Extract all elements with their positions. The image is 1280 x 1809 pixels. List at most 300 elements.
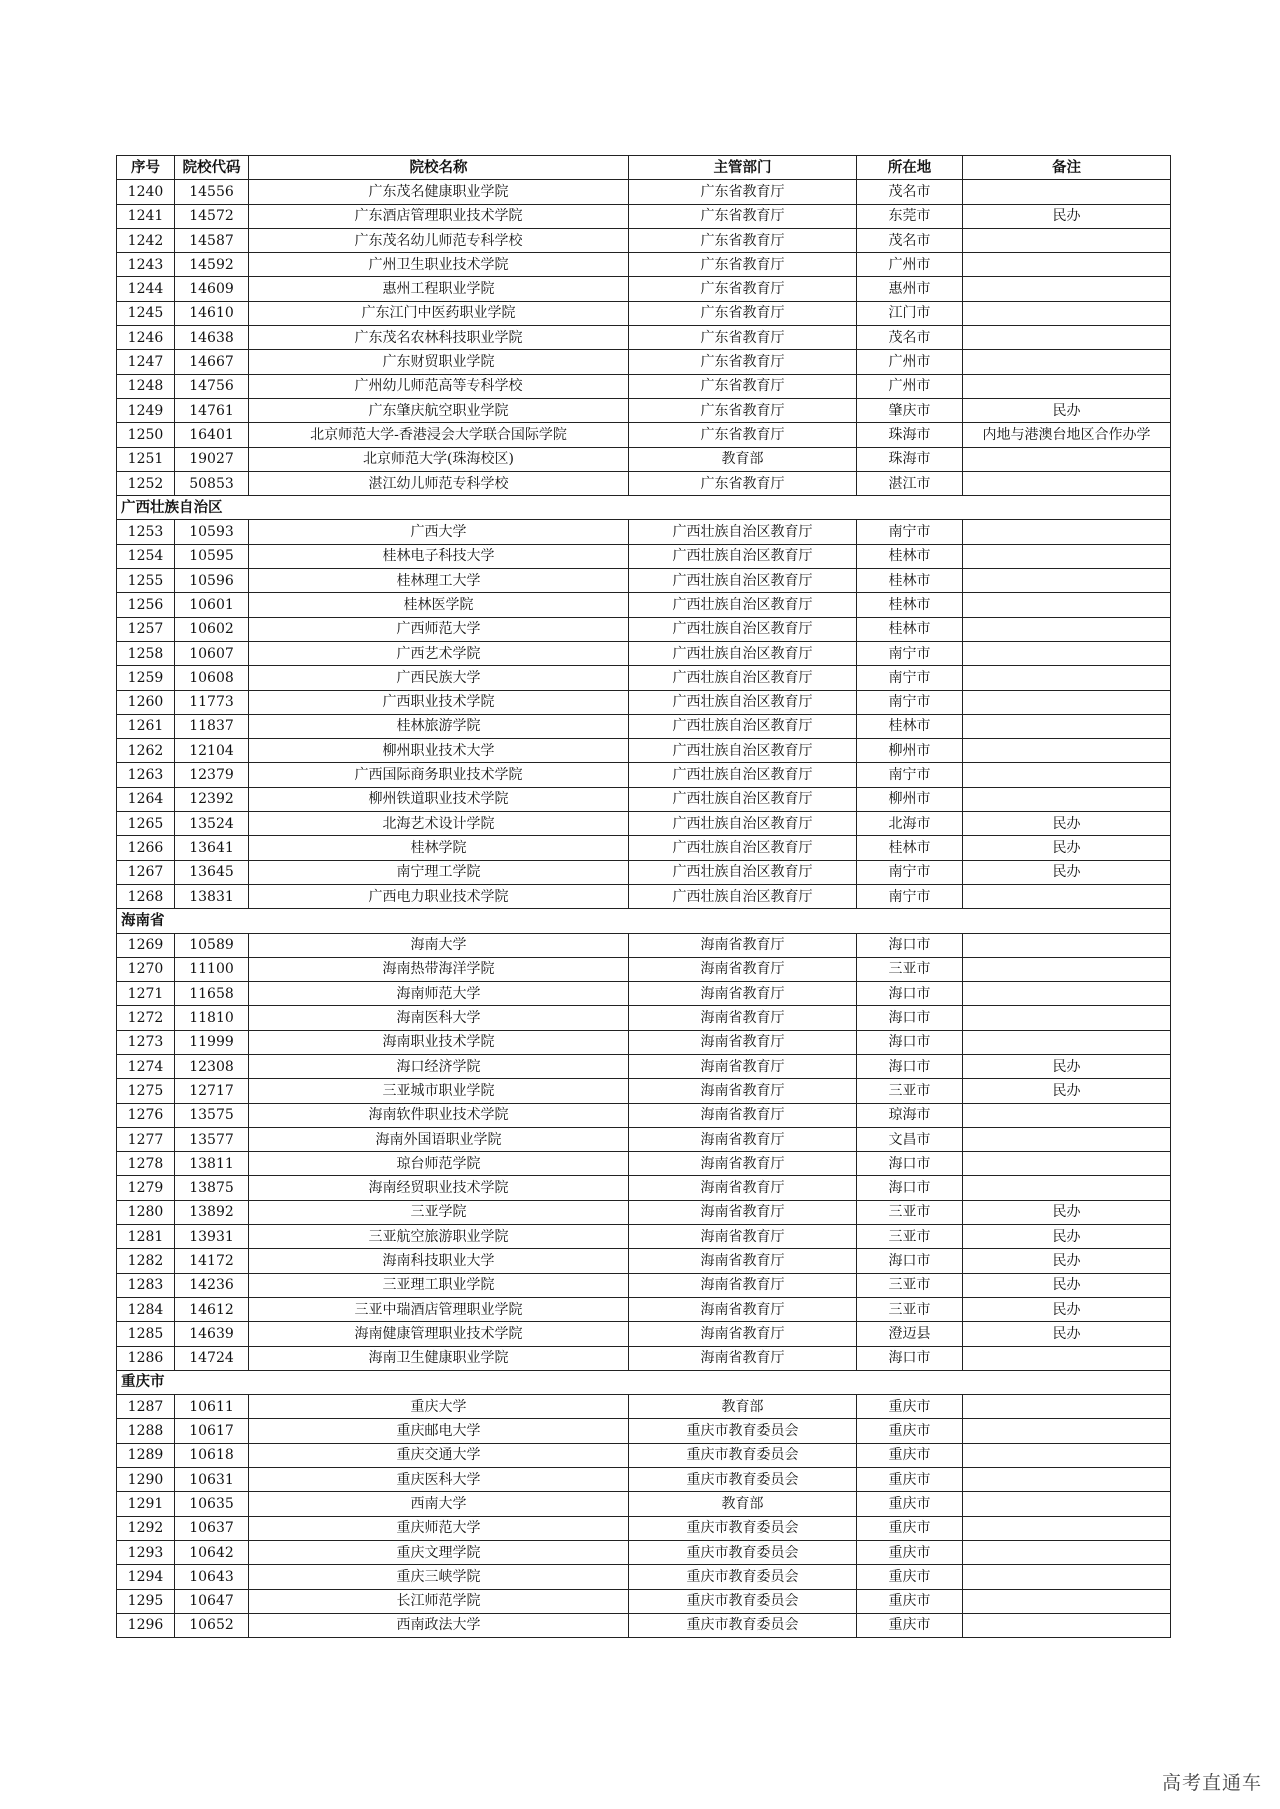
section-label: 重庆市 xyxy=(117,1370,1171,1394)
cell-location: 海口市 xyxy=(857,1054,963,1078)
cell-serial: 1281 xyxy=(117,1225,175,1249)
cell-location: 重庆市 xyxy=(857,1443,963,1467)
cell-serial: 1262 xyxy=(117,739,175,763)
cell-remarks xyxy=(963,1443,1171,1467)
cell-remarks xyxy=(963,1006,1171,1030)
cell-name: 海南职业技术学院 xyxy=(249,1030,629,1054)
cell-remarks: 民办 xyxy=(963,836,1171,860)
cell-location: 南宁市 xyxy=(857,884,963,908)
cell-department: 广东省教育厅 xyxy=(629,253,857,277)
cell-name: 广西民族大学 xyxy=(249,666,629,690)
header-serial: 序号 xyxy=(117,156,175,180)
cell-department: 广西壮族自治区教育厅 xyxy=(629,714,857,738)
cell-code: 14610 xyxy=(175,301,249,325)
cell-location: 海口市 xyxy=(857,933,963,957)
cell-location: 三亚市 xyxy=(857,957,963,981)
cell-code: 10607 xyxy=(175,641,249,665)
table-row xyxy=(117,812,1171,836)
cell-location: 琼海市 xyxy=(857,1103,963,1127)
cell-location: 广州市 xyxy=(857,350,963,374)
cell-serial: 1260 xyxy=(117,690,175,714)
cell-location: 重庆市 xyxy=(857,1468,963,1492)
table-row xyxy=(117,423,1171,447)
header-row xyxy=(117,156,1171,180)
cell-serial: 1252 xyxy=(117,471,175,495)
cell-serial: 1266 xyxy=(117,836,175,860)
cell-code: 13811 xyxy=(175,1152,249,1176)
cell-department: 重庆市教育委员会 xyxy=(629,1443,857,1467)
cell-name: 海口经济学院 xyxy=(249,1054,629,1078)
cell-serial: 1242 xyxy=(117,228,175,252)
cell-department: 重庆市教育委员会 xyxy=(629,1516,857,1540)
cell-department: 重庆市教育委员会 xyxy=(629,1565,857,1589)
table-row xyxy=(117,1540,1171,1564)
cell-serial: 1255 xyxy=(117,569,175,593)
cell-department: 海南省教育厅 xyxy=(629,1249,857,1273)
cell-location: 重庆市 xyxy=(857,1516,963,1540)
cell-remarks xyxy=(963,1030,1171,1054)
cell-name: 广东茂名农林科技职业学院 xyxy=(249,326,629,350)
cell-code: 10617 xyxy=(175,1419,249,1443)
cell-department: 广西壮族自治区教育厅 xyxy=(629,787,857,811)
cell-serial: 1264 xyxy=(117,787,175,811)
cell-name: 广东酒店管理职业技术学院 xyxy=(249,204,629,228)
cell-remarks: 民办 xyxy=(963,860,1171,884)
cell-remarks xyxy=(963,569,1171,593)
table-row xyxy=(117,884,1171,908)
cell-name: 北京师范大学-香港浸会大学联合国际学院 xyxy=(249,423,629,447)
cell-location: 三亚市 xyxy=(857,1200,963,1224)
cell-department: 海南省教育厅 xyxy=(629,1030,857,1054)
table-row xyxy=(117,277,1171,301)
cell-location: 桂林市 xyxy=(857,593,963,617)
cell-code: 10595 xyxy=(175,544,249,568)
cell-location: 南宁市 xyxy=(857,666,963,690)
cell-department: 广东省教育厅 xyxy=(629,301,857,325)
cell-name: 桂林电子科技大学 xyxy=(249,544,629,568)
cell-remarks xyxy=(963,1103,1171,1127)
cell-name: 广西大学 xyxy=(249,520,629,544)
cell-code: 10602 xyxy=(175,617,249,641)
cell-serial: 1269 xyxy=(117,933,175,957)
cell-code: 14724 xyxy=(175,1346,249,1370)
cell-department: 广东省教育厅 xyxy=(629,326,857,350)
cell-remarks xyxy=(963,447,1171,471)
cell-department: 海南省教育厅 xyxy=(629,1103,857,1127)
cell-remarks xyxy=(963,1152,1171,1176)
cell-serial: 1259 xyxy=(117,666,175,690)
header-department: 主管部门 xyxy=(629,156,857,180)
cell-serial: 1240 xyxy=(117,180,175,204)
cell-code: 16401 xyxy=(175,423,249,447)
cell-serial: 1258 xyxy=(117,641,175,665)
cell-name: 重庆文理学院 xyxy=(249,1540,629,1564)
cell-name: 广州幼儿师范高等专科学校 xyxy=(249,374,629,398)
table-row xyxy=(117,471,1171,495)
cell-name: 柳州职业技术大学 xyxy=(249,739,629,763)
cell-name: 南宁理工学院 xyxy=(249,860,629,884)
cell-serial: 1295 xyxy=(117,1589,175,1613)
cell-code: 11658 xyxy=(175,982,249,1006)
cell-serial: 1250 xyxy=(117,423,175,447)
table-row xyxy=(117,1273,1171,1297)
cell-remarks xyxy=(963,1492,1171,1516)
cell-location: 江门市 xyxy=(857,301,963,325)
cell-code: 10596 xyxy=(175,569,249,593)
cell-location: 惠州市 xyxy=(857,277,963,301)
cell-remarks xyxy=(963,1613,1171,1637)
cell-remarks xyxy=(963,1395,1171,1419)
cell-name: 琼台师范学院 xyxy=(249,1152,629,1176)
table-row xyxy=(117,1589,1171,1613)
cell-remarks xyxy=(963,1516,1171,1540)
cell-name: 北京师范大学(珠海校区) xyxy=(249,447,629,471)
cell-serial: 1274 xyxy=(117,1054,175,1078)
header-remarks: 备注 xyxy=(963,156,1171,180)
cell-department: 海南省教育厅 xyxy=(629,1200,857,1224)
cell-name: 湛江幼儿师范专科学校 xyxy=(249,471,629,495)
cell-code: 10589 xyxy=(175,933,249,957)
cell-name: 重庆大学 xyxy=(249,1395,629,1419)
table-row xyxy=(117,1565,1171,1589)
table-row xyxy=(117,1443,1171,1467)
cell-remarks xyxy=(963,1468,1171,1492)
cell-department: 教育部 xyxy=(629,447,857,471)
cell-name: 海南大学 xyxy=(249,933,629,957)
cell-department: 广西壮族自治区教育厅 xyxy=(629,569,857,593)
cell-name: 重庆三峡学院 xyxy=(249,1565,629,1589)
cell-location: 珠海市 xyxy=(857,447,963,471)
cell-location: 三亚市 xyxy=(857,1079,963,1103)
cell-code: 14609 xyxy=(175,277,249,301)
cell-code: 10635 xyxy=(175,1492,249,1516)
cell-code: 10618 xyxy=(175,1443,249,1467)
cell-department: 海南省教育厅 xyxy=(629,1297,857,1321)
cell-location: 南宁市 xyxy=(857,690,963,714)
cell-department: 教育部 xyxy=(629,1395,857,1419)
table-row xyxy=(117,1127,1171,1151)
cell-serial: 1296 xyxy=(117,1613,175,1637)
cell-location: 三亚市 xyxy=(857,1297,963,1321)
cell-name: 海南热带海洋学院 xyxy=(249,957,629,981)
cell-remarks xyxy=(963,763,1171,787)
cell-name: 桂林旅游学院 xyxy=(249,714,629,738)
cell-code: 14236 xyxy=(175,1273,249,1297)
cell-location: 文昌市 xyxy=(857,1127,963,1151)
cell-serial: 1290 xyxy=(117,1468,175,1492)
cell-serial: 1261 xyxy=(117,714,175,738)
cell-location: 重庆市 xyxy=(857,1613,963,1637)
cell-name: 广东江门中医药职业学院 xyxy=(249,301,629,325)
section-row xyxy=(117,909,1171,933)
cell-location: 广州市 xyxy=(857,253,963,277)
section-row xyxy=(117,496,1171,520)
cell-remarks xyxy=(963,1419,1171,1443)
cell-serial: 1256 xyxy=(117,593,175,617)
cell-name: 惠州工程职业学院 xyxy=(249,277,629,301)
cell-department: 广西壮族自治区教育厅 xyxy=(629,884,857,908)
cell-department: 广西壮族自治区教育厅 xyxy=(629,520,857,544)
cell-remarks xyxy=(963,520,1171,544)
cell-location: 三亚市 xyxy=(857,1225,963,1249)
cell-code: 10637 xyxy=(175,1516,249,1540)
cell-department: 广西壮族自治区教育厅 xyxy=(629,763,857,787)
header-code: 院校代码 xyxy=(175,156,249,180)
cell-remarks xyxy=(963,1540,1171,1564)
cell-code: 11100 xyxy=(175,957,249,981)
cell-name: 三亚学院 xyxy=(249,1200,629,1224)
cell-location: 南宁市 xyxy=(857,641,963,665)
cell-serial: 1288 xyxy=(117,1419,175,1443)
cell-name: 海南卫生健康职业学院 xyxy=(249,1346,629,1370)
cell-department: 广西壮族自治区教育厅 xyxy=(629,860,857,884)
header-name: 院校名称 xyxy=(249,156,629,180)
cell-name: 广东茂名健康职业学院 xyxy=(249,180,629,204)
cell-name: 重庆师范大学 xyxy=(249,1516,629,1540)
table-row xyxy=(117,447,1171,471)
cell-remarks xyxy=(963,471,1171,495)
cell-name: 三亚理工职业学院 xyxy=(249,1273,629,1297)
table-row xyxy=(117,253,1171,277)
cell-location: 重庆市 xyxy=(857,1540,963,1564)
cell-remarks xyxy=(963,326,1171,350)
cell-code: 14638 xyxy=(175,326,249,350)
cell-code: 14639 xyxy=(175,1322,249,1346)
table-row xyxy=(117,520,1171,544)
cell-remarks xyxy=(963,690,1171,714)
table-row xyxy=(117,957,1171,981)
cell-department: 广西壮族自治区教育厅 xyxy=(629,593,857,617)
cell-department: 海南省教育厅 xyxy=(629,933,857,957)
cell-code: 11810 xyxy=(175,1006,249,1030)
table-row xyxy=(117,350,1171,374)
cell-name: 海南科技职业大学 xyxy=(249,1249,629,1273)
cell-code: 13645 xyxy=(175,860,249,884)
cell-name: 海南医科大学 xyxy=(249,1006,629,1030)
header-location: 所在地 xyxy=(857,156,963,180)
cell-code: 13892 xyxy=(175,1200,249,1224)
table-row xyxy=(117,1419,1171,1443)
cell-remarks xyxy=(963,253,1171,277)
table-row xyxy=(117,1613,1171,1637)
cell-name: 桂林医学院 xyxy=(249,593,629,617)
cell-serial: 1257 xyxy=(117,617,175,641)
cell-remarks: 民办 xyxy=(963,1297,1171,1321)
cell-department: 广东省教育厅 xyxy=(629,471,857,495)
cell-location: 桂林市 xyxy=(857,836,963,860)
cell-serial: 1273 xyxy=(117,1030,175,1054)
cell-department: 重庆市教育委员会 xyxy=(629,1540,857,1564)
cell-remarks xyxy=(963,350,1171,374)
cell-code: 12717 xyxy=(175,1079,249,1103)
cell-remarks: 民办 xyxy=(963,812,1171,836)
cell-remarks xyxy=(963,957,1171,981)
cell-code: 14556 xyxy=(175,180,249,204)
cell-code: 12379 xyxy=(175,763,249,787)
cell-name: 长江师范学院 xyxy=(249,1589,629,1613)
cell-serial: 1248 xyxy=(117,374,175,398)
table-row xyxy=(117,1225,1171,1249)
cell-serial: 1284 xyxy=(117,1297,175,1321)
cell-code: 11773 xyxy=(175,690,249,714)
cell-department: 海南省教育厅 xyxy=(629,1054,857,1078)
cell-department: 广西壮族自治区教育厅 xyxy=(629,544,857,568)
cell-remarks: 民办 xyxy=(963,1054,1171,1078)
cell-code: 10593 xyxy=(175,520,249,544)
table-row xyxy=(117,544,1171,568)
cell-remarks xyxy=(963,1565,1171,1589)
table-row xyxy=(117,1030,1171,1054)
table-row xyxy=(117,1297,1171,1321)
cell-remarks xyxy=(963,982,1171,1006)
cell-code: 50853 xyxy=(175,471,249,495)
cell-code: 13577 xyxy=(175,1127,249,1151)
cell-remarks: 民办 xyxy=(963,1200,1171,1224)
cell-name: 北海艺术设计学院 xyxy=(249,812,629,836)
cell-department: 海南省教育厅 xyxy=(629,1225,857,1249)
cell-code: 13575 xyxy=(175,1103,249,1127)
cell-name: 重庆交通大学 xyxy=(249,1443,629,1467)
cell-location: 重庆市 xyxy=(857,1419,963,1443)
cell-serial: 1280 xyxy=(117,1200,175,1224)
section-row xyxy=(117,1370,1171,1394)
cell-location: 广州市 xyxy=(857,374,963,398)
cell-name: 广西艺术学院 xyxy=(249,641,629,665)
table-row xyxy=(117,1079,1171,1103)
table-row xyxy=(117,714,1171,738)
table-row xyxy=(117,1516,1171,1540)
cell-location: 桂林市 xyxy=(857,617,963,641)
cell-remarks xyxy=(963,544,1171,568)
cell-name: 重庆医科大学 xyxy=(249,1468,629,1492)
cell-code: 14572 xyxy=(175,204,249,228)
cell-name: 广西电力职业技术学院 xyxy=(249,884,629,908)
cell-code: 13641 xyxy=(175,836,249,860)
cell-location: 桂林市 xyxy=(857,714,963,738)
cell-name: 重庆邮电大学 xyxy=(249,1419,629,1443)
cell-name: 三亚航空旅游职业学院 xyxy=(249,1225,629,1249)
cell-code: 11999 xyxy=(175,1030,249,1054)
cell-department: 海南省教育厅 xyxy=(629,957,857,981)
cell-department: 重庆市教育委员会 xyxy=(629,1468,857,1492)
cell-serial: 1263 xyxy=(117,763,175,787)
cell-remarks xyxy=(963,593,1171,617)
cell-location: 东莞市 xyxy=(857,204,963,228)
cell-serial: 1294 xyxy=(117,1565,175,1589)
cell-location: 茂名市 xyxy=(857,180,963,204)
cell-remarks xyxy=(963,787,1171,811)
cell-department: 广西壮族自治区教育厅 xyxy=(629,641,857,665)
cell-location: 南宁市 xyxy=(857,860,963,884)
cell-code: 10642 xyxy=(175,1540,249,1564)
table-row xyxy=(117,763,1171,787)
cell-remarks xyxy=(963,1589,1171,1613)
table-row xyxy=(117,569,1171,593)
cell-location: 澄迈县 xyxy=(857,1322,963,1346)
cell-code: 13931 xyxy=(175,1225,249,1249)
cell-department: 广东省教育厅 xyxy=(629,277,857,301)
cell-location: 桂林市 xyxy=(857,544,963,568)
table-row xyxy=(117,1176,1171,1200)
table-row xyxy=(117,301,1171,325)
cell-remarks: 民办 xyxy=(963,1322,1171,1346)
cell-serial: 1283 xyxy=(117,1273,175,1297)
cell-department: 海南省教育厅 xyxy=(629,982,857,1006)
cell-remarks xyxy=(963,277,1171,301)
cell-remarks xyxy=(963,714,1171,738)
cell-department: 海南省教育厅 xyxy=(629,1006,857,1030)
cell-department: 海南省教育厅 xyxy=(629,1273,857,1297)
cell-serial: 1287 xyxy=(117,1395,175,1419)
cell-location: 柳州市 xyxy=(857,739,963,763)
cell-name: 海南师范大学 xyxy=(249,982,629,1006)
cell-serial: 1272 xyxy=(117,1006,175,1030)
cell-department: 广西壮族自治区教育厅 xyxy=(629,617,857,641)
cell-code: 10652 xyxy=(175,1613,249,1637)
cell-location: 茂名市 xyxy=(857,228,963,252)
cell-location: 珠海市 xyxy=(857,423,963,447)
cell-code: 14761 xyxy=(175,398,249,422)
cell-department: 广东省教育厅 xyxy=(629,228,857,252)
cell-location: 重庆市 xyxy=(857,1492,963,1516)
cell-department: 海南省教育厅 xyxy=(629,1152,857,1176)
table-row xyxy=(117,398,1171,422)
cell-name: 广东茂名幼儿师范专科学校 xyxy=(249,228,629,252)
cell-remarks xyxy=(963,739,1171,763)
cell-serial: 1271 xyxy=(117,982,175,1006)
cell-location: 桂林市 xyxy=(857,569,963,593)
cell-name: 广西师范大学 xyxy=(249,617,629,641)
table-row xyxy=(117,739,1171,763)
cell-remarks: 民办 xyxy=(963,398,1171,422)
cell-serial: 1267 xyxy=(117,860,175,884)
table-row xyxy=(117,1322,1171,1346)
cell-code: 10631 xyxy=(175,1468,249,1492)
cell-department: 广西壮族自治区教育厅 xyxy=(629,690,857,714)
cell-code: 13831 xyxy=(175,884,249,908)
cell-location: 海口市 xyxy=(857,1176,963,1200)
cell-serial: 1293 xyxy=(117,1540,175,1564)
cell-name: 广州卫生职业技术学院 xyxy=(249,253,629,277)
institutions-table xyxy=(116,155,1171,1638)
cell-serial: 1291 xyxy=(117,1492,175,1516)
cell-location: 海口市 xyxy=(857,1152,963,1176)
cell-serial: 1285 xyxy=(117,1322,175,1346)
cell-department: 广西壮族自治区教育厅 xyxy=(629,836,857,860)
cell-serial: 1278 xyxy=(117,1152,175,1176)
cell-location: 海口市 xyxy=(857,982,963,1006)
cell-remarks xyxy=(963,933,1171,957)
cell-location: 海口市 xyxy=(857,1030,963,1054)
table-row xyxy=(117,860,1171,884)
table-row xyxy=(117,787,1171,811)
table-row xyxy=(117,1492,1171,1516)
cell-location: 南宁市 xyxy=(857,520,963,544)
cell-department: 海南省教育厅 xyxy=(629,1346,857,1370)
cell-serial: 1245 xyxy=(117,301,175,325)
table-row xyxy=(117,836,1171,860)
table-row xyxy=(117,593,1171,617)
cell-location: 重庆市 xyxy=(857,1565,963,1589)
cell-serial: 1251 xyxy=(117,447,175,471)
table-row xyxy=(117,1468,1171,1492)
cell-remarks: 民办 xyxy=(963,1273,1171,1297)
cell-serial: 1254 xyxy=(117,544,175,568)
cell-serial: 1268 xyxy=(117,884,175,908)
cell-name: 海南外国语职业学院 xyxy=(249,1127,629,1151)
cell-serial: 1246 xyxy=(117,326,175,350)
table-row xyxy=(117,326,1171,350)
